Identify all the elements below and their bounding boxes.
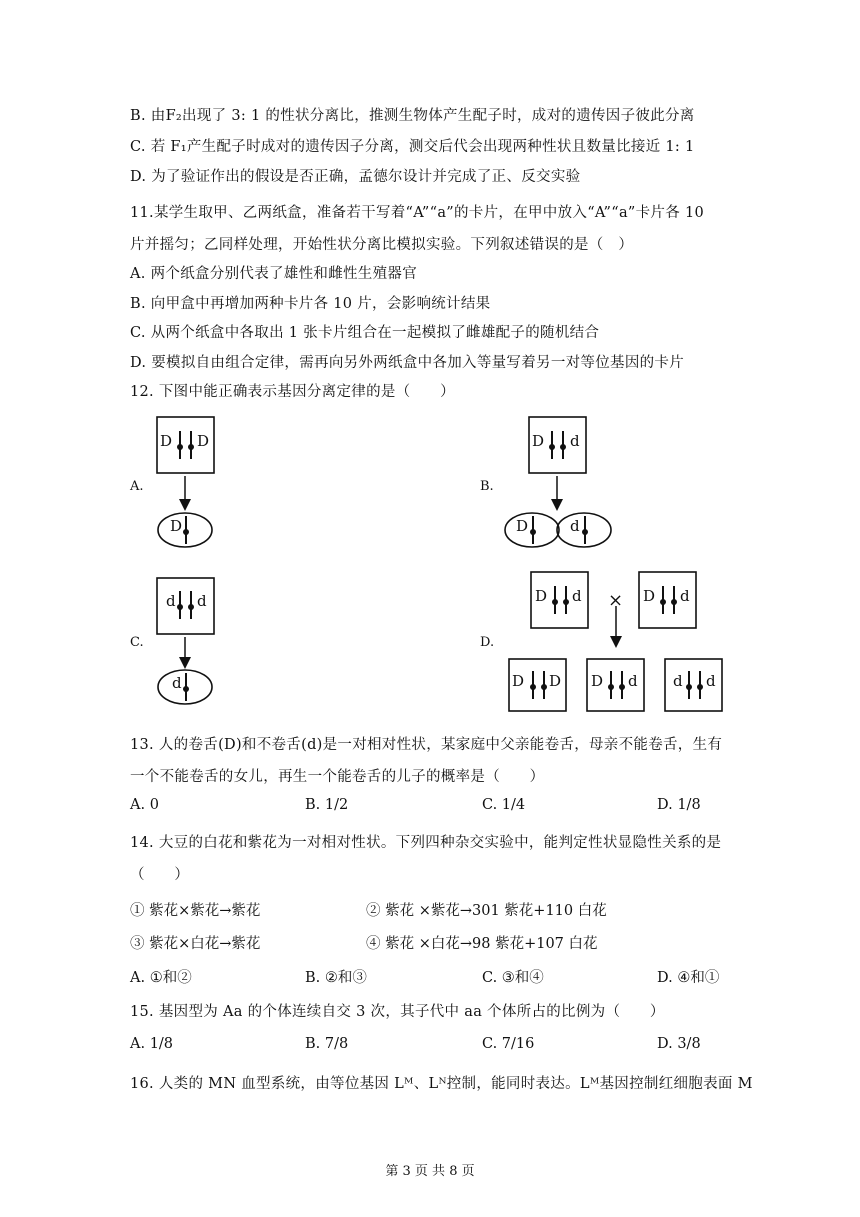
allele-label: d (628, 672, 638, 690)
q15-option-b: B. 7/8 (305, 1036, 349, 1052)
q14-option-d: D. ④和① (657, 970, 720, 986)
q11-stem-line1: 11.某学生取甲、乙两纸盒，准备若干写着“A”“a”的卡片，在甲中放入“A”“a”卡片各 10 (130, 205, 704, 221)
allele-label: d (570, 517, 580, 535)
allele-label: d (706, 672, 716, 690)
q15-option-c: C. 7/16 (482, 1036, 535, 1052)
allele-label: d (680, 587, 690, 605)
q16-stem: 16. 人类的 MN 血型系统，由等位基因 Lᴹ、Lᴺ控制，能同时表达。Lᴹ基因控制红细胞表面 M (130, 1076, 753, 1092)
q13-option-d: D. 1/8 (657, 797, 701, 813)
q12-label-a: A. (130, 479, 144, 494)
q13-stem-line1: 13. 人的卷舌(D)和不卷舌(d)是一对相对性状，某家庭中父亲能卷舌，母亲不能卷舌，生有 (130, 737, 723, 753)
q11-option-b: B. 向甲盒中再增加两种卡片各 10 片，会影响统计结果 (130, 296, 491, 312)
q13-option-a: A. 0 (130, 797, 159, 813)
q10-option-c: C. 若 F₁产生配子时成对的遗传因子分离，测交后代会出现两种性状且数量比接近 1: 1 (130, 139, 695, 155)
allele-label: d (570, 432, 580, 450)
q14-option-c: C. ③和④ (482, 970, 544, 986)
q12-label-b: B. (480, 479, 494, 494)
q13-option-b: B. 1/2 (305, 797, 349, 813)
allele-label: d (172, 674, 182, 692)
allele-label: d (673, 672, 683, 690)
q11-option-a: A. 两个纸盒分别代表了雄性和雌性生殖器官 (130, 266, 417, 282)
q14-option-a: A. ①和② (130, 970, 192, 986)
allele-label: D (532, 432, 545, 450)
q13-option-c: C. 1/4 (482, 797, 526, 813)
allele-label: D (516, 517, 529, 535)
q14-item-3: ③ 紫花×白花→紫花 (130, 936, 261, 952)
q11-stem-line2: 片并摇匀；乙同样处理，开始性状分离比模拟实验。下列叙述错误的是（ ） (130, 237, 634, 253)
q12-label-d: D. (480, 635, 495, 650)
q12-label-c: C. (130, 635, 144, 650)
q10-option-b: B. 由F₂出现了 3: 1 的性状分离比，推测生物体产生配子时，成对的遗传因子彼此分离 (130, 108, 695, 124)
allele-label: D (512, 672, 525, 690)
allele-label: D (535, 587, 548, 605)
q14-item-4: ④ 紫花 ×白花→98 紫花+107 白花 (366, 936, 598, 952)
q10-option-d: D. 为了验证作出的假设是否正确，孟德尔设计并完成了正、反交实验 (130, 169, 581, 185)
q14-stem-line1: 14. 大豆的白花和紫花为一对相对性状。下列四种杂交实验中，能判定性状显隐性关系的是 (130, 835, 722, 851)
q14-item-2: ② 紫花 ×紫花→301 紫花+110 白花 (366, 903, 607, 919)
q15-stem: 15. 基因型为 Aa 的个体连续自交 3 次，其子代中 aa 个体所占的比例为（ ） (130, 1004, 665, 1020)
q11-option-d: D. 要模拟自由组合定律，需再向另外两纸盒中各加入等量写着另一对等位基因的卡片 (130, 355, 685, 371)
allele-label: D (160, 432, 173, 450)
allele-label: D (643, 587, 656, 605)
q15-option-a: A. 1/8 (130, 1036, 174, 1052)
allele-label: d (166, 592, 176, 610)
allele-label: D (197, 432, 210, 450)
allele-label: D (591, 672, 604, 690)
allele-label: d (197, 592, 207, 610)
q12-stem: 12. 下图中能正确表示基因分离定律的是（ ） (130, 384, 455, 400)
page-footer: 第 3 页 共 8 页 (385, 1164, 475, 1179)
q14-option-b: B. ②和③ (305, 970, 367, 986)
allele-label: D (170, 517, 183, 535)
q14-item-1: ① 紫花×紫花→紫花 (130, 903, 261, 919)
allele-label: d (572, 587, 582, 605)
q11-option-c: C. 从两个纸盒中各取出 1 张卡片组合在一起模拟了雌雄配子的随机结合 (130, 325, 600, 341)
q14-stem-line2: （ ） (130, 867, 190, 883)
allele-label: D (549, 672, 562, 690)
q13-stem-line2: 一个不能卷舌的女儿，再生一个能卷舌的儿子的概率是（ ） (130, 769, 545, 785)
cross-symbol: × (608, 590, 624, 611)
q15-option-d: D. 3/8 (657, 1036, 701, 1052)
